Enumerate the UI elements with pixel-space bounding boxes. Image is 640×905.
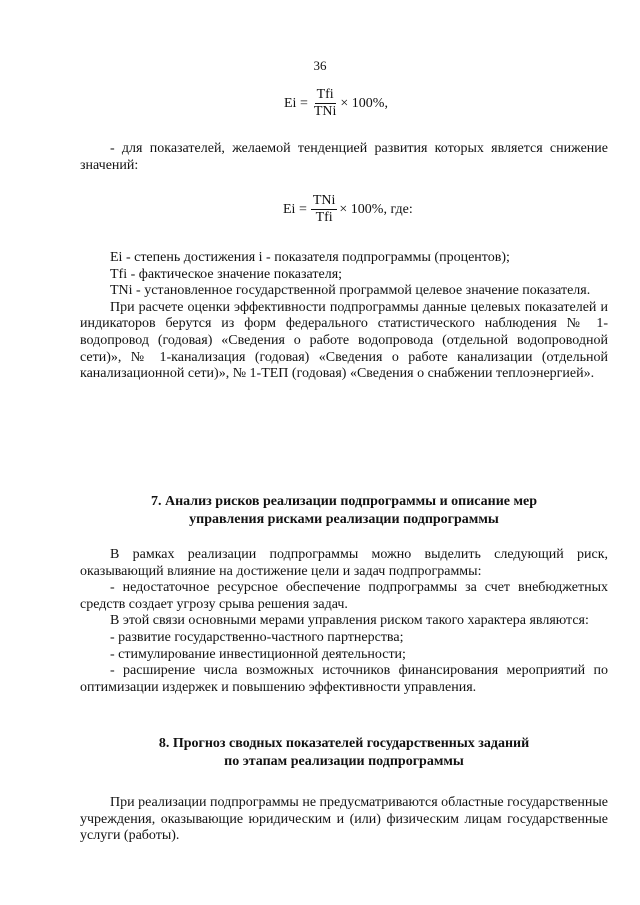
section-7-title-line2: управления рисками реализации подпрограммы [189,512,499,527]
sources-paragraph: При расчете оценки эффективности подпрограммы данные целевых показателей и индикаторов берутся из форм федерального статистического наблюдения № 1-водопровод (годовая) «Сведения о работе водопровода (отдельной водопроводной сети)», № 1-канализация (годовая) «Сведения о работе канализации (отдельной канализационной сети)», № 1-ТЕП (годовая) «Сведения о снабжении теплоэнергией». [80,299,608,382]
formula-numerator: Tfi [316,87,334,102]
formula-fraction [311,194,338,225]
intro-paragraph [80,141,608,174]
section-7-body [80,547,608,696]
intro-text: - для показателей, желаемой тенденцией развития которых является снижение значений: [80,141,608,173]
section-8-paragraph-1: При реализации подпрограммы не предусматриваются областные государственные учреждения, оказывающие юридическим и (или) физическим лицам государственные услуги (работы). [80,795,608,844]
formula-denominator: Tfi [315,210,333,225]
formula-suffix: × 100%, где: [339,201,413,217]
page-number: 36 [313,58,327,73]
section-7-paragraph-2: - недостаточное ресурсное обеспечение подпрограммы за счет внебюджетных средств создает угрозу срыва решения задач. [80,580,608,612]
efficiency-formula-decrease [283,194,413,225]
formula-lhs: Ei = [283,201,307,217]
definitions-block [80,250,608,383]
formula-fraction [312,88,339,119]
list-item: - стимулирование инвестиционной деятельности; [110,646,406,662]
section-8-body [80,795,608,845]
formula-numerator: TNi [312,193,336,208]
section-8-title-line2: по этапам реализации подпрограммы [224,754,464,769]
definition-tfi: Tfi - фактическое значение показателя; [110,266,343,282]
section-7-paragraph-3: В этой связи основными мерами управления риском такого характера являются: [110,613,589,629]
formula-lhs: Ei = [284,95,308,111]
section-8-title-line1: 8. Прогноз сводных показателей государственных заданий [158,736,530,751]
section-8-title [80,735,608,771]
formula-suffix: × 100%, [340,95,388,111]
definition-tni: TNi - установленное государственной программой целевое значение показателя. [110,283,591,299]
definition-ei: Ei - степень достижения i - показателя подпрограммы (процентов); [110,250,510,265]
section-7-title-line1: 7. Анализ рисков реализации подпрограммы и описание мер [150,494,538,509]
efficiency-formula-increase [284,88,388,119]
formula-denominator: TNi [313,104,337,119]
section-7-title [80,493,608,529]
list-item: - развитие государственно-частного партнерства; [110,629,404,645]
list-item: - расширение числа возможных источников финансирования мероприятий по оптимизации издержек и повышению эффективности управления. [80,663,608,695]
section-7-paragraph-1: В рамках реализации подпрограммы можно выделить следующий риск, оказывающий влияние на достижение цели и задач подпрограммы: [80,547,608,579]
